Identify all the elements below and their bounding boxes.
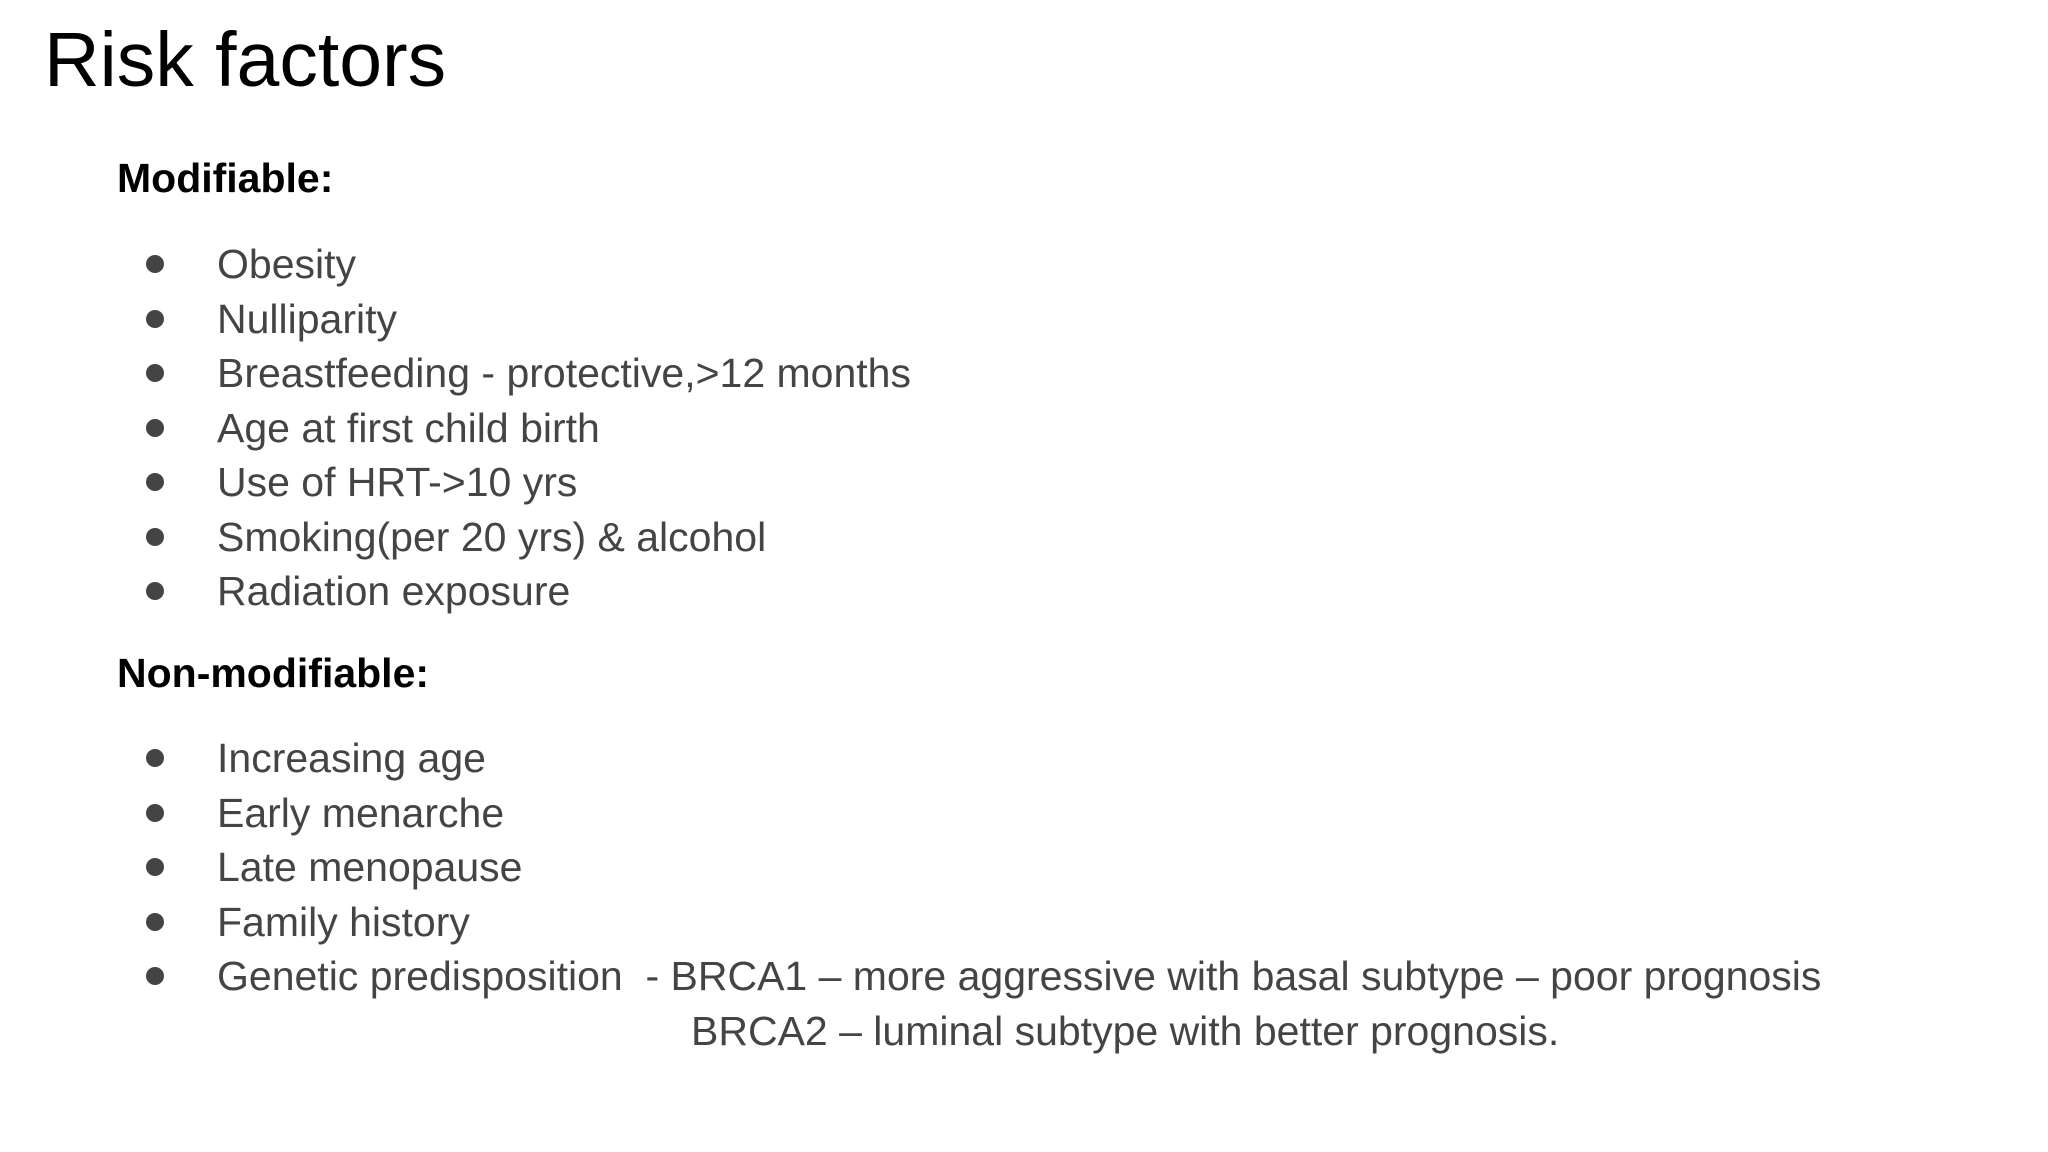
list-item-text: Early menarche (217, 789, 505, 836)
list-item-text: Use of HRT->10 yrs (217, 459, 578, 505)
list-item-text: Nulliparity (217, 295, 397, 342)
list-item-text: Genetic predisposition - BRCA1 – more aggressive with basal subtype – poor prognosis (217, 953, 1822, 999)
list-item-text: Increasing age (217, 735, 486, 781)
bullet-icon (146, 528, 164, 546)
list-item-text: Breastfeeding - protective,>12 months (217, 350, 911, 396)
bullet-icon (146, 913, 164, 931)
list-item-text: Late menopause (217, 844, 523, 890)
list-item-text: Smoking(per 20 yrs) & alcohol (217, 513, 767, 560)
non-modifiable-heading: Non-modifiable: (117, 650, 430, 696)
bullet-icon (146, 582, 164, 600)
list-item-text: Radiation exposure (217, 568, 571, 614)
bullet-icon (146, 473, 164, 491)
bullet-icon (146, 967, 164, 985)
list-item-text: Age at first child birth (217, 404, 600, 451)
bullet-icon (146, 419, 164, 437)
brca2-continuation-text: BRCA2 – luminal subtype with better prognosis. (691, 1008, 1560, 1054)
bullet-icon (146, 310, 164, 328)
slide-title: Risk factors (44, 17, 447, 103)
bullet-icon (146, 858, 164, 876)
bullet-icon (146, 804, 164, 822)
bullet-icon (146, 749, 164, 767)
list-item-text: Family history (217, 898, 470, 945)
modifiable-heading: Modifiable: (117, 155, 334, 201)
bullet-icon (146, 364, 164, 382)
bullet-icon (146, 255, 164, 273)
list-item-text: Obesity (217, 241, 356, 287)
